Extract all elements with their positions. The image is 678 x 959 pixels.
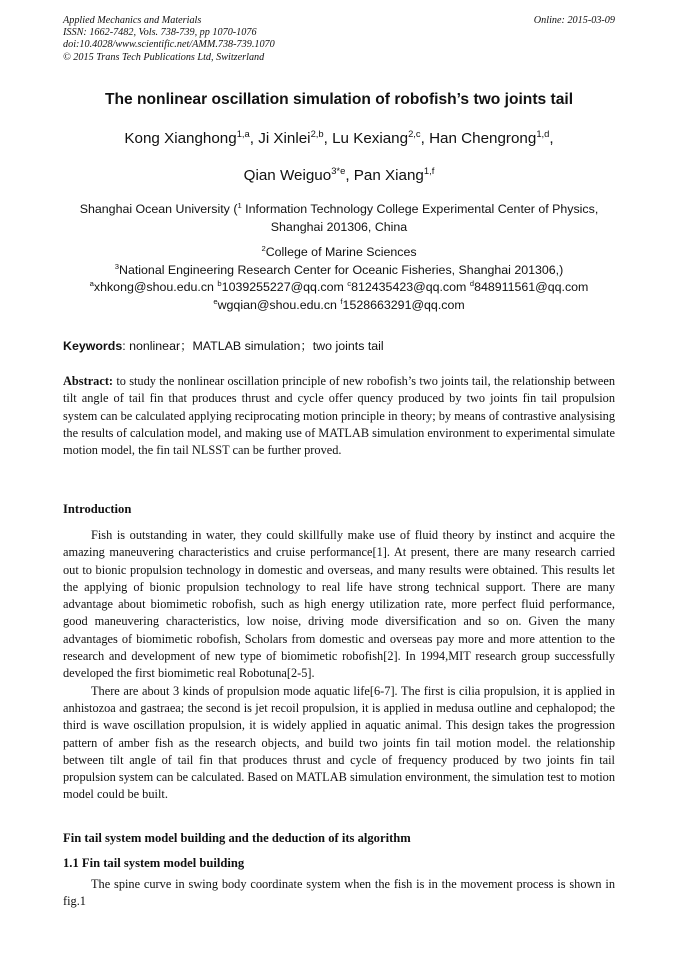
- section-heading: Fin tail system model building and the deduction of its algorithm: [63, 831, 411, 845]
- paragraph: The spine curve in swing body coordinate system when the fish is in the movement process is shown in fig.1: [63, 877, 615, 909]
- affiliation-text: Shanghai Ocean University (: [79, 202, 238, 216]
- email-address: wgqian@shou.edu.cn: [217, 298, 341, 312]
- abstract-label: Abstract:: [63, 374, 114, 388]
- affiliation-line-3: [0, 244, 678, 261]
- affiliation-line-2: Shanghai 201306, China: [270, 220, 408, 234]
- introduction-body: [63, 527, 615, 804]
- keywords-label: Keywords: [63, 339, 123, 353]
- affiliation-line-4: [0, 262, 678, 279]
- author-name: Qian Weiguo: [243, 167, 332, 184]
- paper-title: The nonlinear oscillation simulation of robofish’s two joints tail: [104, 91, 574, 108]
- author-superscript: 3*e: [331, 164, 346, 176]
- affiliation-superscript: 2: [261, 243, 266, 253]
- doi-line: doi:10.4028/www.scientific.net/AMM.738-739.1070: [63, 39, 275, 51]
- copyright-line: © 2015 Trans Tech Publications Ltd, Switzerland: [63, 51, 265, 63]
- author-name: , Lu Kexiang: [323, 130, 409, 147]
- email-address: 1528663291@qq.com: [342, 298, 465, 312]
- keywords: [63, 336, 384, 354]
- email-line-2: [0, 297, 678, 314]
- email-address: 1039255227@qq.com: [221, 280, 348, 294]
- affiliation-text: Information Technology College Experimental Center of Physics,: [241, 202, 599, 216]
- email-superscript: b: [217, 278, 222, 288]
- author-superscript: 1,f: [423, 164, 435, 176]
- paragraph: There are about 3 kinds of propulsion mode aquatic life[6-7]. The first is cilia propulsion, it is applied in anhistozoa and gastraea; the second is jet recoil propulsion, it is applied in medusa outline and cephalopod; the third is wave oscillation propulsion, it is widely applied in aquatic animal. This design takes the progression pattern of amber fish as the research objects, and build two joints fin tail motion model. the relationship between tilt angle of tail fin that produces thrust and cycle of frequency produced by two joints fin tail propulsion system can be calculated. Based on MATLAB simulation environment, the simulation test to motion model could be built.: [63, 683, 615, 802]
- keywords-text: : nonlinear；MATLAB simulation；two joints tail: [122, 339, 384, 353]
- section-body: [63, 876, 615, 911]
- abstract-text: to study the nonlinear oscillation principle of new robofish’s two joints tail, the relationship between tilt angle of tail fin that produces thrust and cycle offer quency produced by two joints fin tail propulsion system can be calculated applying reciprocating motion principle in theory; by means of contrastive analysising the results of calculation model, and making use of MATLAB simulation environment to experimental simulate motion model, the fin tail NLSST can be further proved.: [63, 374, 615, 458]
- author-line-2: [0, 164, 678, 184]
- running-header: [63, 15, 615, 64]
- author-name: , Pan Xiang: [345, 167, 424, 184]
- email-superscript: e: [213, 296, 218, 306]
- affiliation-text: College of Marine Sciences: [265, 245, 417, 259]
- author-superscript: 1,a: [236, 127, 250, 139]
- email-superscript: c: [347, 278, 352, 288]
- introduction-heading: Introduction: [63, 502, 132, 516]
- author-name: Kong Xianghong: [124, 130, 237, 147]
- affiliation-line-1: [0, 201, 678, 218]
- email-address: xhkong@shou.edu.cn: [93, 280, 218, 294]
- issn-line: ISSN: 1662-7482, Vols. 738-739, pp 1070-1076: [63, 27, 257, 39]
- email-address: 848911561@qq.com: [474, 280, 589, 294]
- paragraph: Fish is outstanding in water, they could skillfully make use of fluid theory by instinct and acquire the amazing maneuvering characteristics and cruise performance[1]. At present, there are many research carried out to bionic propulsion technology in domestic and overseas, and many results were obtained. This results let the applying of bionic propulsion technology to real life have strong technical support. There are many advantage about biomimetic robofish, such as high energy utilization rate, more perfect fluid performance, good maneuvering characteristics, low noise, driving mode diversification and so on. Given the many advantages of biomimetic robofish, Scholars from domestic and overseas pay more and more attention to the research and development of new type of biomimetic robofish[2]. In 1994,MIT research group successfully developed the first biomimetic real Robotuna[2-5].: [63, 528, 615, 681]
- author-name: , Han Chengrong: [420, 130, 537, 147]
- subsection-heading: 1.1 Fin tail system model building: [63, 856, 245, 870]
- affiliation-superscript: 1: [237, 200, 242, 210]
- author-superscript: 1,d: [536, 127, 550, 139]
- affiliation-text: National Engineering Research Center for Oceanic Fisheries, Shanghai 201306,): [119, 263, 564, 277]
- email-superscript: f: [340, 296, 343, 306]
- author-line-1: [0, 127, 678, 147]
- email-superscript: a: [89, 278, 94, 288]
- author-separator: ,: [549, 130, 554, 147]
- online-date: Online: 2015-03-09: [533, 15, 615, 26]
- affiliation-superscript: 3: [114, 261, 119, 271]
- email-address: 812435423@qq.com: [351, 280, 470, 294]
- abstract: [63, 373, 615, 459]
- journal-name: Applied Mechanics and Materials: [63, 15, 202, 26]
- author-name: , Ji Xinlei: [249, 130, 311, 147]
- email-line-1: [0, 279, 678, 296]
- email-superscript: d: [469, 278, 475, 288]
- author-superscript: 2,c: [408, 127, 421, 139]
- author-superscript: 2,b: [310, 127, 324, 139]
